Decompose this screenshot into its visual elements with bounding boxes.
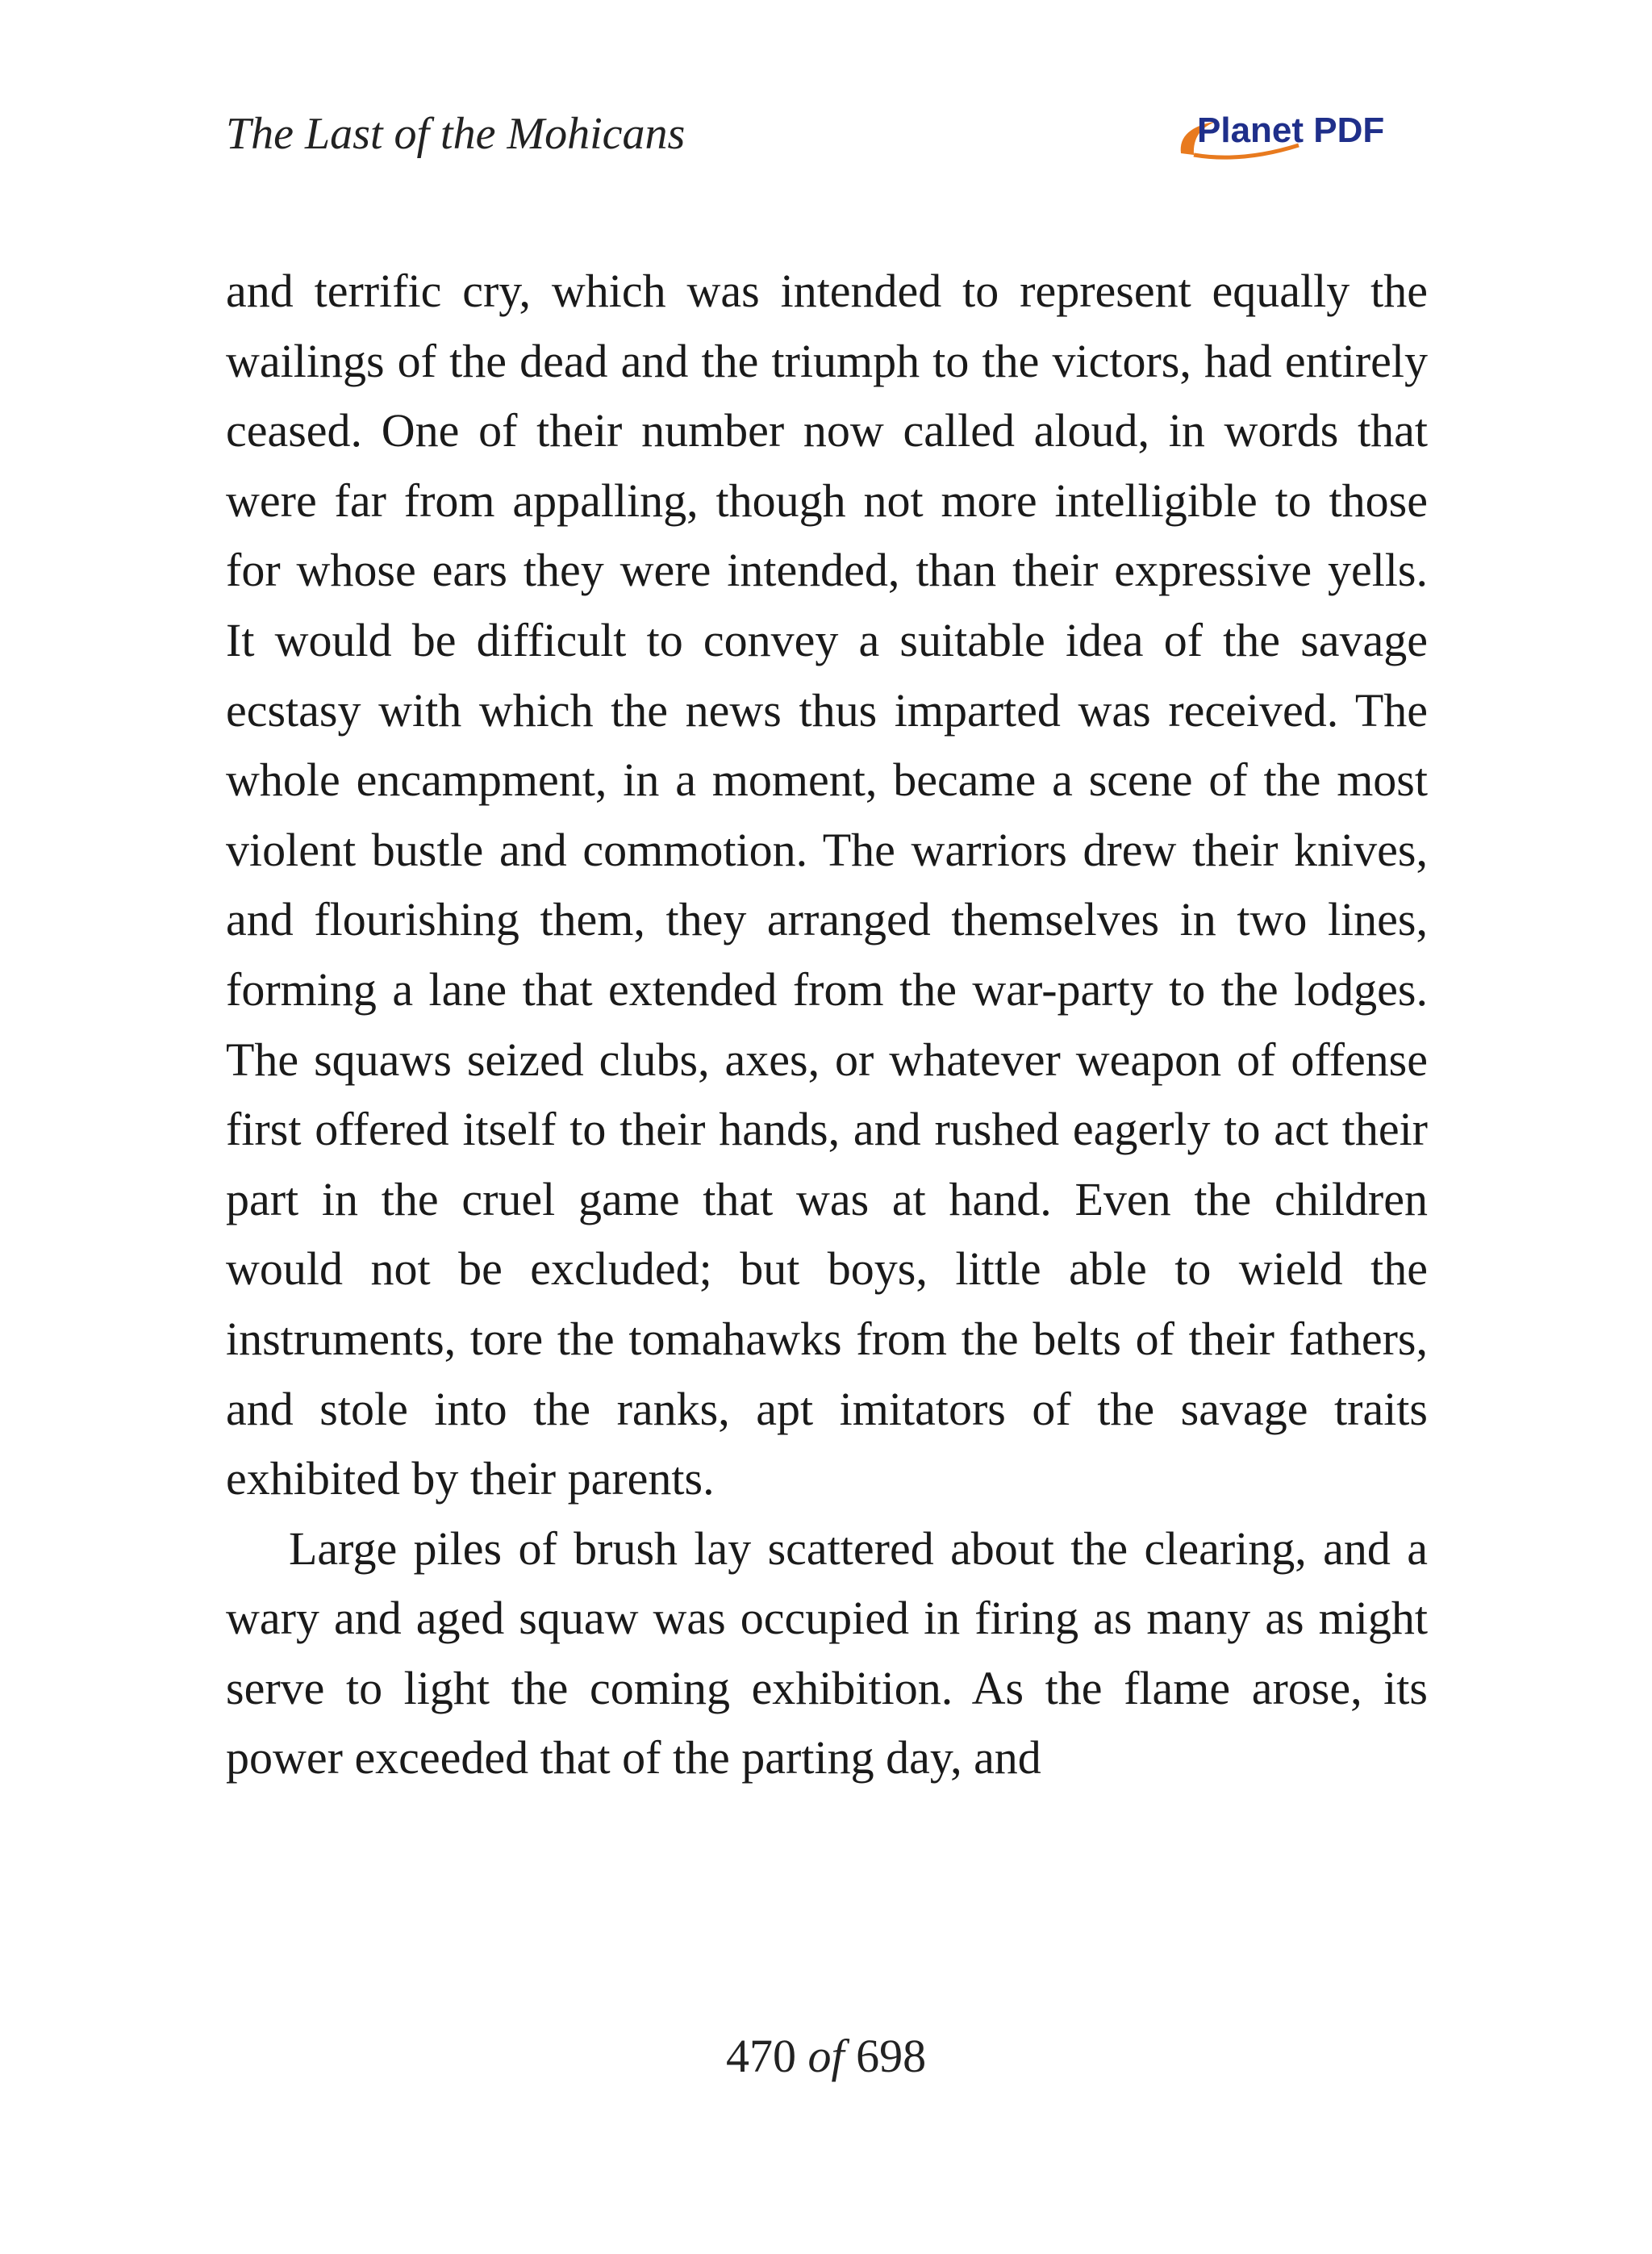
book-title: The Last of the Mohicans (226, 109, 686, 159)
paragraph: and terrific cry, which was intended to represent equally the wailings of the dead and the triumph to the victors, had entirely ceased. One of their number now called aloud, in words that were far from appalling, though not more intelligible to those for whose ears they were intended, than their expressive yells. It would be difficult to convey a suitable idea of the savage ecstasy with which the news thus imparted was received. The whole encampment, in a moment, became a scene of the most violent bustle and commotion. The warriors drew their knives, and flourishing them, they arranged themselves in two lines, forming a lane that extended from the war-party to the lodges. The squaws seized clubs, axes, or whatever weapon of offense first offered itself to their hands, and rushed eagerly to act their part in the cruel game that was at hand. Even the children would not be excluded; but boys, little able to wield the instruments, tore the tomahawks from the belts of their fathers, and stole into the ranks, apt imitators of the savage traits exhibited by their parents. (226, 265, 1428, 1505)
of-label: of (807, 2030, 845, 2082)
planet-pdf-logo (1170, 103, 1428, 168)
page-header (226, 103, 1428, 176)
logo-text: Planet PDF (1197, 111, 1385, 150)
paragraph: Large piles of brush lay scattered about the clearing, and a wary and aged squaw was occupied in firing as many as might serve to light the coming exhibition. As the flame arose, its power exceeded that of the parting day, and (226, 1521, 1428, 1784)
total-pages: 698 (856, 2030, 927, 2082)
page-number (0, 2029, 1652, 2083)
current-page: 470 (725, 2030, 796, 2082)
body-text (226, 257, 1428, 1793)
